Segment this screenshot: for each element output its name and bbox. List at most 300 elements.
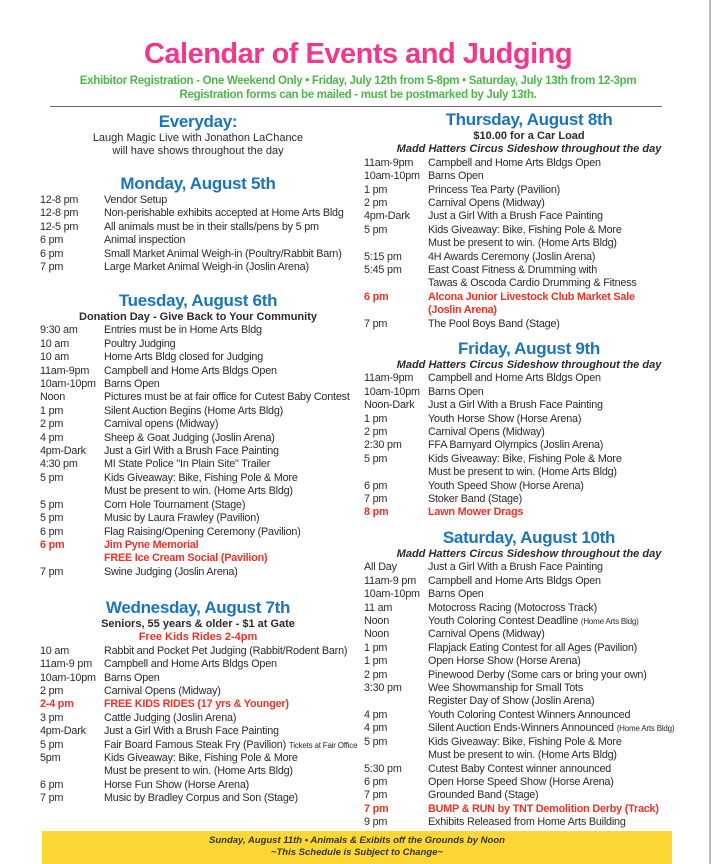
section-heading: Thursday, August 8th	[445, 110, 613, 129]
event-time: Noon	[364, 615, 390, 628]
event-description	[428, 588, 694, 601]
schedule-row	[364, 722, 694, 735]
event-description	[104, 472, 356, 485]
schedule-row	[364, 426, 694, 439]
event-time: 4 pm	[364, 708, 388, 721]
event-time: 10am-10pm	[40, 378, 96, 391]
event-description	[428, 776, 694, 789]
schedule-row	[40, 221, 356, 234]
tuesday-section	[40, 291, 356, 579]
event-time: 5 pm	[364, 735, 388, 748]
event-text: Campbell and Home Arts Bldgs Open	[104, 364, 277, 377]
event-description	[428, 709, 694, 722]
schedule-row	[364, 157, 694, 170]
schedule-row	[364, 224, 694, 237]
event-text: Pinewood Derby (Some cars or bring your own)	[428, 668, 647, 681]
event-time: 3:30 pm	[364, 682, 402, 695]
event-text: Alcona Junior Livestock Club Market Sale	[428, 290, 635, 303]
event-time: 4pm-Dark	[40, 725, 86, 738]
event-description	[104, 712, 356, 725]
schedule-row	[364, 602, 694, 615]
event-text: BUMP & RUN by TNT Demolition Derby (Track)	[428, 802, 659, 815]
event-description	[104, 779, 356, 792]
event-text: Silent Auction Ends-Winners Announced	[428, 722, 614, 735]
event-time: 10am-10pm	[364, 385, 420, 398]
schedule-row	[364, 264, 694, 277]
event-text: Just a Girl With a Brush Face Painting	[104, 445, 279, 458]
schedule-row	[364, 736, 694, 749]
event-text: Just a Girl With a Brush Face Painting	[428, 399, 603, 412]
schedule-row	[364, 386, 694, 399]
event-description	[104, 378, 356, 391]
schedule-row	[40, 234, 356, 247]
schedule-row	[364, 803, 694, 816]
thursday-section	[364, 110, 694, 331]
event-description	[104, 221, 356, 234]
schedule-row	[364, 561, 694, 574]
event-text: Youth Coloring Contest Winners Announced	[428, 708, 631, 721]
event-time: 1 pm	[364, 655, 388, 668]
event-description	[428, 210, 694, 223]
event-time: Noon-Dark	[364, 399, 415, 412]
event-description	[104, 261, 356, 274]
schedule-row	[40, 725, 356, 738]
event-description	[104, 248, 356, 261]
page-title: Calendar of Events and Judging	[143, 38, 573, 70]
event-text: (Joslin Arena)	[428, 304, 497, 317]
event-text: Tawas & Oscoda Cardio Drumming & Fitness	[428, 277, 637, 290]
event-description	[104, 698, 356, 711]
schedule-row	[364, 709, 694, 722]
schedule-row	[364, 237, 694, 250]
event-description	[104, 445, 356, 458]
event-text: Youth Speed Show (Horse Arena)	[428, 479, 584, 492]
event-description	[428, 763, 694, 776]
event-description	[428, 184, 694, 197]
event-description	[104, 432, 356, 445]
section-heading: Tuesday, August 6th	[118, 291, 278, 310]
event-time: 5 pm	[364, 452, 388, 465]
event-time: 7 pm	[364, 317, 388, 330]
schedule-row	[364, 655, 694, 668]
event-time: 4:30 pm	[40, 458, 78, 471]
section-subheading: Madd Hatters Circus Sideshow throughout the day	[396, 359, 662, 371]
event-time: 5 pm	[364, 223, 388, 236]
schedule-row	[40, 472, 356, 485]
divider	[50, 106, 662, 107]
event-description	[104, 658, 356, 671]
schedule-row	[364, 695, 694, 708]
event-time: 10 am	[40, 351, 70, 364]
event-time: 2 pm	[40, 685, 64, 698]
event-time: 6 pm	[40, 778, 64, 791]
event-description	[428, 736, 694, 749]
schedule-row	[364, 318, 694, 331]
section-subheading: Madd Hatters Circus Sideshow throughout the day	[396, 143, 662, 156]
saturday-section	[364, 528, 694, 830]
event-text: 4H Awards Ceremony (Joslin Arena)	[428, 250, 596, 263]
schedule-row	[364, 372, 694, 385]
event-time	[40, 485, 104, 498]
registration-info: Exhibitor Registration - One Weekend Only • Friday, July 12th from 5-8pm • Saturday, July 13th from 12-3pm	[79, 75, 637, 87]
event-description	[428, 197, 694, 210]
event-time: 10am-10pm	[40, 671, 96, 684]
event-time	[40, 552, 104, 565]
event-text: Campbell and Home Arts Bldgs Open	[104, 658, 277, 671]
event-time	[364, 749, 428, 762]
event-text: Non-perishable exhibits accepted at Home Arts Bldg	[104, 207, 344, 220]
event-description	[104, 672, 356, 685]
section-subheading: Free Kids Rides 2-4pm	[138, 631, 258, 644]
schedule-row	[364, 304, 694, 317]
schedule-row	[40, 526, 356, 539]
event-description	[104, 792, 356, 805]
event-text: Open Horse Speed Show (Horse Arena)	[428, 775, 614, 788]
event-time: 5 pm	[40, 738, 64, 751]
event-time: 11am-9 pm	[40, 658, 93, 671]
event-time: 6 pm	[364, 290, 389, 303]
event-time	[364, 695, 428, 708]
schedule-row	[40, 248, 356, 261]
schedule-row	[40, 432, 356, 445]
event-time: 1 pm	[364, 183, 388, 196]
event-description	[428, 264, 694, 277]
event-time: 10am-10pm	[364, 170, 420, 183]
schedule-row	[40, 792, 356, 805]
schedule-row	[40, 712, 356, 725]
event-description	[104, 418, 356, 431]
event-time: 9:30 am	[40, 324, 78, 337]
event-description	[104, 391, 356, 404]
schedule-row	[364, 291, 694, 304]
event-time: 5:30 pm	[364, 762, 402, 775]
event-time: 10 am	[40, 644, 70, 657]
event-description	[428, 251, 694, 264]
section-subheading: Seniors, 55 years & older - $1 at Gate	[101, 618, 295, 630]
schedule-row	[40, 418, 356, 431]
event-time: 6 pm	[40, 234, 64, 247]
schedule-row	[364, 669, 694, 682]
schedule-row	[40, 752, 356, 765]
event-description	[104, 512, 356, 525]
everyday-line: will have shows throughout the day	[112, 145, 284, 158]
page-edge	[709, 0, 711, 864]
event-text: Carnival Opens (Midway)	[428, 426, 545, 439]
event-text: Just a Girl With a Brush Face Painting	[104, 725, 279, 738]
event-note: (Home Arts Bldg)	[616, 724, 675, 734]
schedule-row	[364, 816, 694, 829]
schedule-row	[364, 506, 694, 519]
schedule-row	[40, 351, 356, 364]
event-description	[104, 539, 356, 552]
schedule-row	[40, 378, 356, 391]
event-description	[104, 234, 356, 247]
event-time: 7 pm	[40, 565, 64, 578]
event-text: Campbell and Home Arts Bldgs Open	[428, 372, 601, 385]
event-description	[428, 561, 694, 574]
schedule-row	[364, 480, 694, 493]
event-time: 2 pm	[40, 418, 64, 431]
event-time: 7 pm	[364, 493, 388, 506]
schedule-row	[364, 184, 694, 197]
event-text: Small Market Animal Weigh-in (Poultry/Rabbit Barn)	[104, 247, 342, 260]
schedule-row	[40, 194, 356, 207]
event-text: Must be present to win. (Home Arts Bldg)	[428, 466, 617, 479]
event-text: The Pool Boys Band (Stage)	[428, 317, 560, 330]
everyday-section	[40, 112, 356, 159]
schedule-row	[364, 615, 694, 628]
event-description	[428, 372, 694, 385]
footer-disclaimer: ~This Schedule is Subject to Change~	[270, 847, 444, 858]
event-text: Barns Open	[428, 588, 484, 601]
event-time: 10 am	[40, 337, 70, 350]
event-text: Kids Giveaway: Bike, Fishing Pole & More	[104, 752, 298, 765]
event-time: 5:45 pm	[364, 264, 402, 277]
event-time: 10am-10pm	[364, 588, 420, 601]
event-note: Tickets at Fair Office	[288, 740, 358, 750]
event-description	[104, 645, 356, 658]
event-description	[428, 453, 694, 466]
event-description	[428, 789, 694, 802]
section-heading: Saturday, August 10th	[442, 528, 616, 547]
schedule-row	[40, 566, 356, 579]
event-time: 6 pm	[40, 538, 65, 551]
event-time	[364, 304, 428, 317]
event-description	[428, 426, 694, 439]
event-time: 6 pm	[364, 479, 388, 492]
event-time: 7 pm	[40, 792, 64, 805]
event-text: Barns Open	[104, 378, 160, 391]
schedule-row	[364, 575, 694, 588]
event-description	[428, 237, 694, 250]
event-text: Must be present to win. (Home Arts Bldg)	[104, 765, 293, 778]
event-description	[104, 405, 356, 418]
event-time: 2:30 pm	[364, 439, 402, 452]
event-text: Just a Girl With a Brush Face Painting	[428, 561, 603, 574]
event-description	[104, 566, 356, 579]
event-text: Stoker Band (Stage)	[428, 493, 523, 506]
event-text: Animal inspection	[104, 234, 186, 247]
event-text: FFA Barnyard Olympics (Joslin Arena)	[428, 439, 604, 452]
schedule-row	[40, 405, 356, 418]
event-time: 7 pm	[40, 261, 64, 274]
event-description	[104, 207, 356, 220]
event-description	[428, 157, 694, 170]
event-text: Carnival Opens (Midway)	[104, 685, 221, 698]
event-time: 11am-9pm	[40, 364, 90, 377]
schedule-row	[364, 439, 694, 452]
schedule-row	[40, 658, 356, 671]
event-text: Open Horse Show (Horse Arena)	[428, 655, 581, 668]
event-text: Pictures must be at fair office for Cutest Baby Contest	[104, 391, 350, 404]
schedule-row	[40, 698, 356, 711]
schedule-row	[364, 399, 694, 412]
event-text: Flag Raising/Opening Ceremony (Pavilion)	[104, 525, 301, 538]
section-heading: Friday, August 9th	[458, 339, 600, 358]
event-time: 2 pm	[364, 668, 388, 681]
schedule-row	[364, 682, 694, 695]
event-text: Exhibits Released from Home Arts Building	[428, 816, 626, 829]
schedule-row	[364, 763, 694, 776]
event-text: Silent Auction Begins (Home Arts Bldg)	[104, 404, 284, 417]
event-description	[428, 695, 694, 708]
event-time	[364, 277, 428, 290]
event-description	[104, 725, 356, 738]
event-time: All Day	[364, 561, 397, 574]
schedule-row	[40, 779, 356, 792]
schedule-row	[364, 588, 694, 601]
event-text: Vendor Setup	[104, 194, 168, 206]
event-description	[428, 399, 694, 412]
event-description	[104, 194, 356, 207]
event-time: 11 am	[364, 601, 393, 614]
event-description	[428, 224, 694, 237]
event-text: Kids Giveaway: Bike, Fishing Pole & More	[428, 452, 622, 465]
event-text: Kids Giveaway: Bike, Fishing Pole & More	[428, 223, 622, 236]
event-text: Home Arts Bldg closed for Judging	[104, 351, 264, 364]
monday-section	[40, 174, 356, 274]
event-description	[428, 439, 694, 452]
footer-line: Sunday, August 11th • Animals & Exibits off the Grounds by Noon	[209, 835, 505, 846]
event-text: Carnival opens (Midway)	[104, 418, 219, 431]
schedule-row	[40, 645, 356, 658]
event-text: Swine Judging (Joslin Arena)	[104, 565, 238, 578]
event-text: Music by Bradley Corpus and Son (Stage)	[104, 792, 298, 805]
event-time: 1 pm	[364, 641, 388, 654]
event-description	[104, 499, 356, 512]
schedule-row	[364, 277, 694, 290]
section-subheading: $10.00 for a Car Load	[473, 130, 585, 142]
event-description	[104, 351, 356, 364]
event-time: 1 pm	[364, 412, 388, 425]
event-time: 5pm	[40, 752, 61, 765]
event-text: Barns Open	[428, 385, 484, 398]
event-time: 4 pm	[364, 722, 388, 735]
event-time: 6 pm	[40, 247, 64, 260]
event-text: Princess Tea Party (Pavilion)	[428, 183, 561, 196]
schedule-row	[40, 739, 356, 752]
event-time: 9 pm	[364, 816, 388, 829]
event-description	[428, 615, 694, 628]
event-description	[428, 602, 694, 615]
event-description	[428, 642, 694, 655]
event-text: Campbell and Home Arts Bldgs Open	[428, 156, 601, 169]
event-text: Corn Hole Tournament (Stage)	[104, 498, 246, 511]
event-time: 4pm-Dark	[40, 445, 86, 458]
event-time: 4pm-Dark	[364, 210, 410, 223]
event-text: FREE Ice Cream Social (Pavilion)	[104, 552, 268, 565]
event-text: Must be present to win. (Home Arts Bldg)	[104, 485, 293, 498]
schedule-row	[40, 324, 356, 337]
schedule-row	[364, 413, 694, 426]
event-time: 7 pm	[364, 802, 389, 815]
event-text: Campbell and Home Arts Bldgs Open	[428, 574, 601, 587]
event-description	[428, 803, 694, 816]
event-text: Jim Pyne Memorial	[104, 538, 199, 551]
schedule-row	[364, 776, 694, 789]
event-time: 6 pm	[40, 525, 64, 538]
schedule-row	[40, 261, 356, 274]
event-text: Grounded Band (Stage)	[428, 789, 539, 802]
event-description	[428, 291, 694, 304]
event-time	[364, 466, 428, 479]
event-description	[428, 575, 694, 588]
event-text: Just a Girl With a Brush Face Painting	[428, 210, 603, 223]
schedule-row	[40, 499, 356, 512]
schedule-row	[364, 628, 694, 641]
event-text: All animals must be in their stalls/pens by 5 pm	[104, 220, 319, 233]
schedule-row	[40, 512, 356, 525]
event-description	[104, 485, 356, 498]
event-time: 11am-9pm	[364, 372, 414, 385]
schedule-row	[364, 493, 694, 506]
event-description	[104, 685, 356, 698]
event-time: 12-8 pm	[40, 207, 79, 220]
schedule-row	[40, 391, 356, 404]
event-time: 11am-9 pm	[364, 574, 417, 587]
event-description	[428, 749, 694, 762]
event-text: Kids Giveaway: Bike, Fishing Pole & More	[428, 735, 622, 748]
event-description	[428, 277, 694, 290]
event-description	[428, 480, 694, 493]
event-time	[364, 237, 428, 250]
event-text: Sheep & Goat Judging (Joslin Arena)	[104, 431, 275, 444]
event-time: 5 pm	[40, 498, 64, 511]
event-description	[428, 304, 694, 317]
schedule-row	[364, 789, 694, 802]
friday-section	[364, 339, 694, 520]
event-description	[428, 466, 694, 479]
section-subheading: Madd Hatters Circus Sideshow throughout the day	[396, 548, 662, 560]
event-text: Youth Coloring Contest Deadline	[428, 615, 579, 628]
event-text: Entries must be in Home Arts Bldg	[104, 324, 262, 337]
event-description	[104, 365, 356, 378]
event-description	[104, 752, 356, 765]
event-text: FREE KIDS RIDES (17 yrs & Younger)	[104, 698, 289, 711]
event-time: 5 pm	[40, 512, 64, 525]
event-text: Music by Laura Frawley (Pavilion)	[104, 512, 260, 525]
section-heading: Monday, August 5th	[120, 174, 276, 193]
event-note: (Home Arts Bldg)	[580, 617, 639, 627]
event-text: Motocross Racing (Motocross Track)	[428, 601, 597, 614]
event-text: MI State Police "In Plain Site" Trailer	[104, 458, 271, 471]
schedule-row	[364, 251, 694, 264]
event-time: 12-8 pm	[40, 194, 79, 206]
schedule-row	[40, 207, 356, 220]
event-text: Cutest Baby Contest winner announced	[428, 762, 612, 775]
event-text: Carnival Opens (Midway)	[428, 628, 545, 641]
event-time: 12-5 pm	[40, 220, 79, 233]
event-description	[428, 170, 694, 183]
event-description	[104, 552, 356, 565]
event-description	[104, 324, 356, 337]
event-text: Poultry Judging	[104, 337, 176, 350]
event-text: Must be present to win. (Home Arts Bldg)	[428, 237, 617, 250]
event-description	[104, 458, 356, 471]
event-description	[428, 386, 694, 399]
schedule-row	[364, 170, 694, 183]
registration-mail-info: Registration forms can be mailed - must be postmarked by July 13th.	[179, 89, 537, 101]
event-description	[104, 526, 356, 539]
schedule-row	[40, 552, 356, 565]
event-time: 4 pm	[40, 431, 64, 444]
event-description	[428, 655, 694, 668]
event-description	[428, 682, 694, 695]
schedule-row	[40, 365, 356, 378]
event-description	[428, 722, 694, 735]
event-time: 2 pm	[364, 197, 388, 210]
event-description	[428, 413, 694, 426]
